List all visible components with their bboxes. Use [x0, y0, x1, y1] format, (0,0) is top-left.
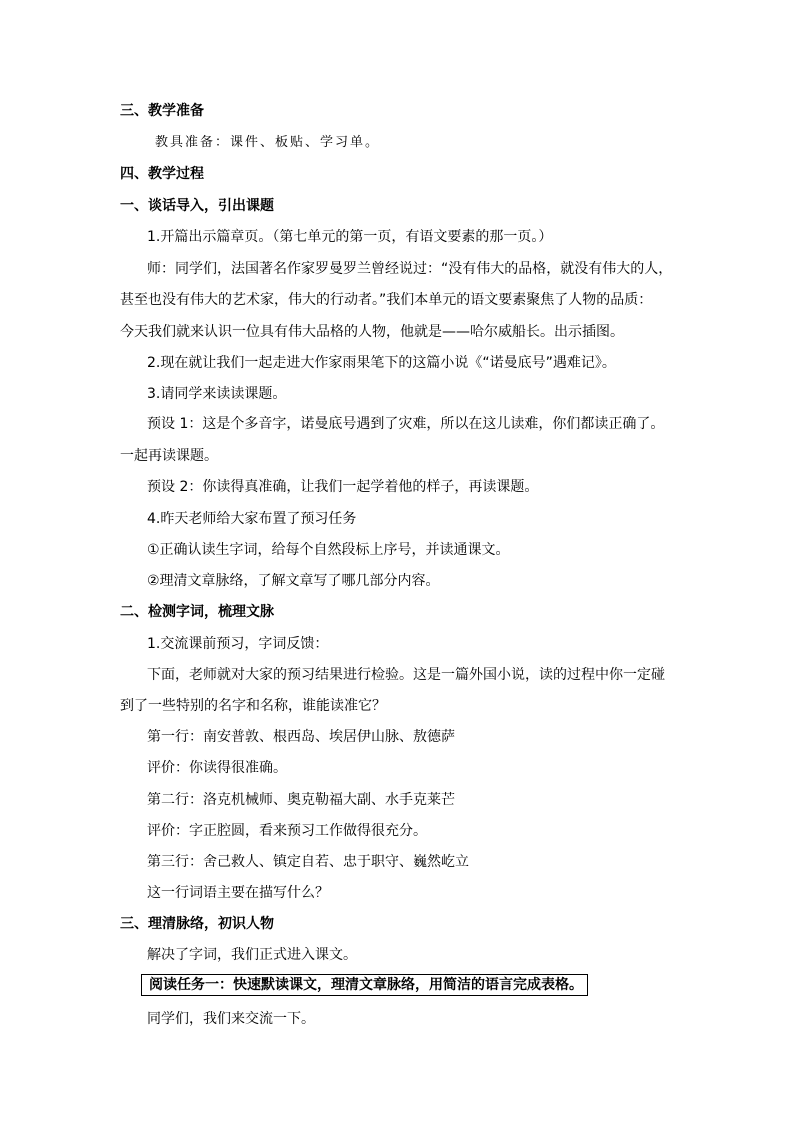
part-three-heading: 三、理清脉络，初识人物: [120, 916, 274, 932]
paragraph: 4.昨天老师给大家布置了预习任务: [147, 511, 357, 527]
paragraph: 1.开篇出示篇章页。（第七单元的第一页，有语文要素的那一页。）: [147, 229, 553, 245]
paragraph: 评价：字正腔圆，看来预习工作做得很充分。: [147, 823, 427, 839]
paragraph: 到了一些特别的名字和名称，谁能读准它？: [120, 698, 386, 714]
paragraph: 今天我们就来认识一位具有伟大品格的人物，他就是——哈尔威船长。出示插图。: [120, 324, 624, 340]
paragraph: 第二行：洛克机械师、奥克勒福大副、水手克莱芒: [147, 792, 455, 808]
teaching-aids-text: 教具准备：课件、板贴、学习单。: [155, 135, 381, 150]
paragraph: 甚至也没有伟大的艺术家，伟大的行动者。”我们本单元的语文要素聚焦了人物的品质：: [120, 292, 653, 308]
paragraph: 同学们，我们来交流一下。: [147, 1011, 315, 1027]
paragraph: 2.现在就让我们一起走进大作家雨果笔下的这篇小说《“诺曼底号”遇难记》。: [147, 355, 616, 371]
paragraph: ②理清文章脉络，了解文章写了哪几部分内容。: [147, 573, 440, 589]
paragraph: ①正确认读生字词，给每个自然段标上序号，并读通课文。: [147, 542, 510, 558]
paragraph: 下面，老师就对大家的预习结果进行检验。这是一篇外国小说，读的过程中你一定碰: [147, 667, 665, 683]
paragraph: 一起再读课题。: [120, 448, 218, 464]
section-four-heading: 四、教学过程: [120, 166, 204, 182]
paragraph: 3.请同学来读读课题。: [147, 386, 287, 402]
part-two-heading: 二、检测字词，梳理文脉: [120, 604, 274, 620]
part-one-heading: 一、谈话导入，引出课题: [120, 198, 274, 214]
paragraph: 这一行词语主要在描写什么？: [147, 885, 329, 901]
reading-task-text: 阅读任务一：快速默读课文，理清文章脉络，用简洁的语言完成表格。: [149, 977, 583, 993]
paragraph: 评价：你读得很准确。: [147, 760, 287, 776]
paragraph: 解决了字词，我们正式进入课文。: [147, 947, 357, 963]
paragraph: 第三行：舍己救人、镇定自若、忠于职守、巍然屹立: [147, 854, 469, 870]
paragraph: 预设 2：你读得真准确，让我们一起学着他的样子，再读课题。: [147, 479, 539, 495]
paragraph: 1.交流课前预习，字词反馈：: [147, 636, 329, 652]
paragraph: 预设 1：这是个多音字，诺曼底号遇到了灾难，所以在这儿读难，你们都读正确了。: [147, 416, 665, 432]
section-three-heading: 三、教学准备: [120, 103, 204, 119]
paragraph: 师：同学们，法国著名作家罗曼罗兰曾经说过：“没有伟大的品格，就没有伟大的人，: [147, 261, 673, 277]
paragraph: 第一行：南安普敦、根西岛、埃居伊山脉、敖德萨: [147, 729, 455, 745]
